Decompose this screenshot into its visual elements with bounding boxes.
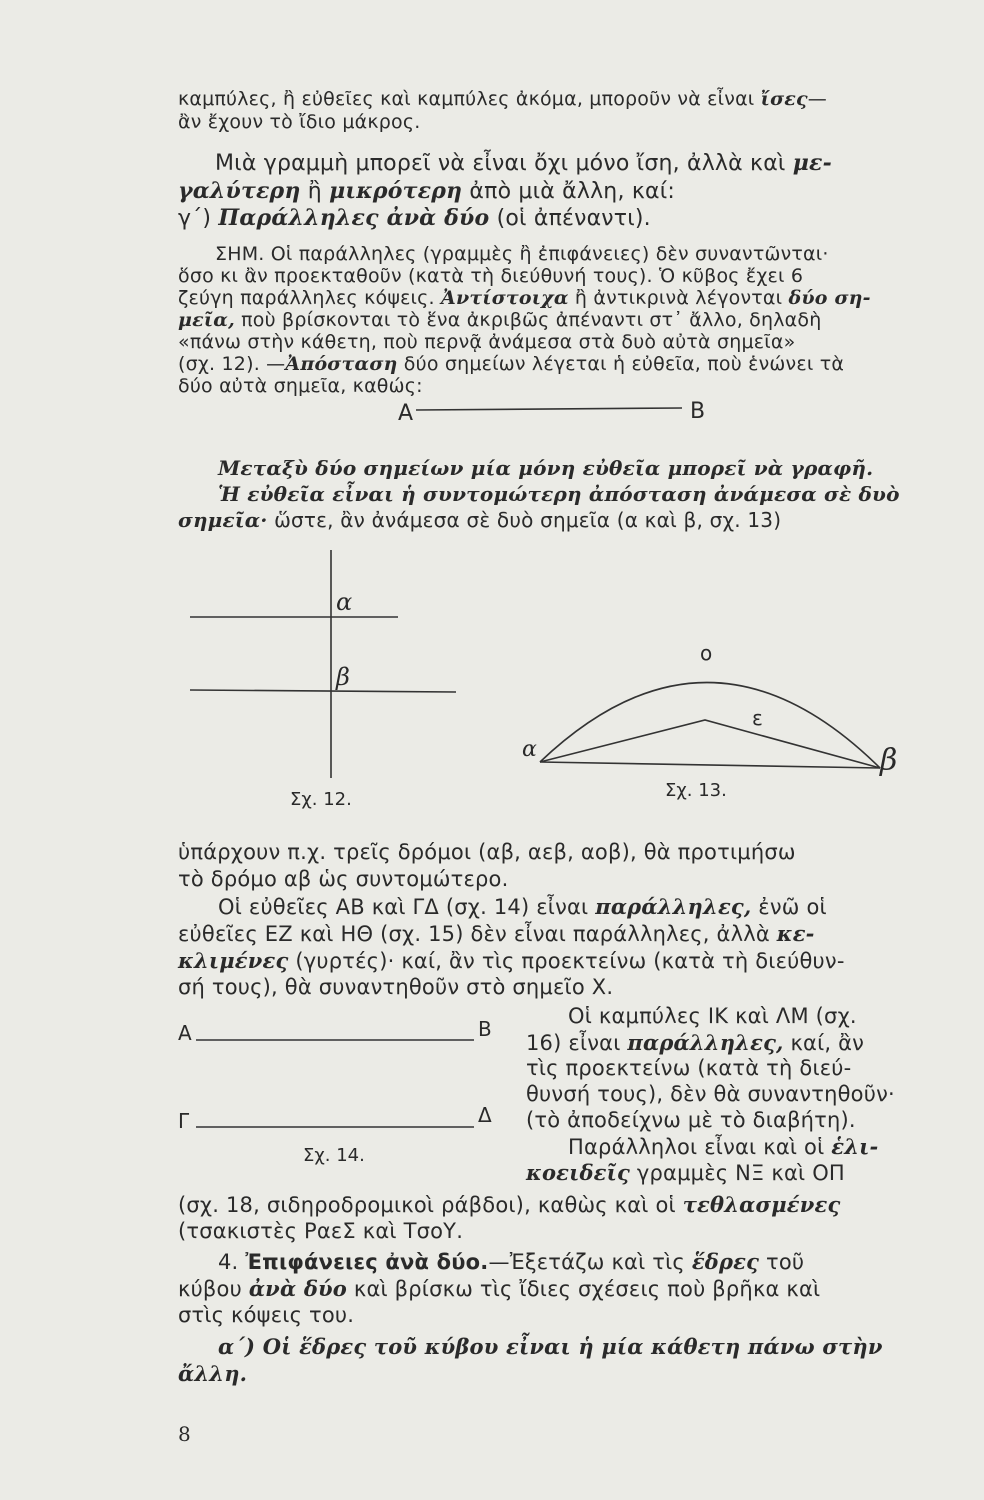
text-line: τὶς προεκτείνω (κατὰ τὴ διεύ- — [526, 1056, 852, 1080]
line-beta — [190, 690, 456, 692]
emphasis: κλιμένες — [178, 948, 289, 973]
beta-label: β — [336, 663, 350, 691]
text-line: (τσακιστὲς ΡαεΣ καὶ ΤσοΥ. — [178, 1219, 464, 1243]
epsilon-label: ε — [752, 706, 763, 730]
text: — — [807, 88, 827, 110]
text-line: ἄλλη. — [178, 1361, 248, 1386]
text-line: Οἱ καμπύλες ΙΚ καὶ ΛΜ (σχ. — [568, 1004, 857, 1028]
text-line — [178, 948, 845, 973]
text: κύβου — [178, 1277, 249, 1301]
text-line: ΣΗΜ. Οἱ παράλληλες (γραμμὲς ἢ ἐπιφάνειες) δὲν συναντῶνται· — [215, 243, 829, 265]
text: Παράλληλοι εἶναι καὶ οἱ — [568, 1135, 832, 1159]
text: δύο σημείων λέγεται ἡ εὐθεῖα, ποὺ ἑνώνει τὰ — [397, 353, 845, 375]
page-number: 8 — [178, 1422, 191, 1446]
emphasis: κε- — [776, 921, 815, 946]
caption-fig12: Σχ. 12. — [290, 789, 352, 810]
text: καμπύλες, ἢ εὐθεῖες καὶ καμπύλες ἀκόμα, μποροῦν νὰ εἶναι — [178, 88, 761, 110]
emphasis: μικρότερη — [329, 178, 463, 204]
emphasis: ἑλι- — [831, 1134, 879, 1159]
text: ὥστε, ἂν ἀνάμεσα σὲ δυὸ σημεῖα (α καὶ β, σχ. 13) — [267, 508, 782, 532]
text: (σχ. 12). — — [178, 353, 286, 375]
point-b-label: B — [690, 399, 706, 424]
text-line — [178, 1192, 840, 1217]
text: (σχ. 18, σιδηροδρομικοὶ ράβδοι), καθὼς καὶ οἱ — [178, 1193, 683, 1217]
text: (οἱ ἀπέναντι). — [489, 206, 651, 231]
emphasis: παράλληλες, — [627, 1030, 784, 1055]
o-label: ο — [700, 641, 713, 665]
text: γραμμὲς ΝΞ καὶ ΟΠ — [630, 1161, 845, 1185]
caption-fig13: Σχ. 13. — [665, 780, 727, 801]
a-label: α — [522, 737, 537, 762]
emphasis: κοειδεῖς — [526, 1160, 630, 1185]
text: ἀπὸ μιὰ ἄλλη, καί: — [462, 179, 675, 204]
heading: Ἐπιφάνειες ἀνὰ δύο. — [245, 1250, 489, 1274]
text: Οἱ εὐθεῖες ΑΒ καὶ ΓΔ (σχ. 14) εἶναι — [218, 895, 596, 919]
text-line: ὑπάρχουν π.χ. τρεῖς δρόμοι (αβ, αεβ, αοβ), θὰ προτιμήσω — [178, 840, 796, 864]
text-line: ἂν ἔχουν τὸ ἴδιο μάκρος. — [178, 111, 421, 133]
emphasis: παράλληλες, — [595, 894, 752, 919]
text: ἢ ἀντικρινὰ λέγονται — [568, 287, 789, 309]
emphasis: γαλύτερη — [178, 178, 301, 204]
emphasis: Παράλληλες ἀνὰ δύο — [218, 205, 490, 231]
text: εὐθεῖες ΕΖ καὶ ΗΘ (σχ. 15) δὲν εἶναι παράλληλες, ἀλλὰ — [178, 922, 777, 946]
text: γ΄) — [178, 206, 219, 231]
text: ποὺ βρίσκονται τὸ ἕνα ἀκριβῶς ἀπέναντι στ᾿ ἄλλο, δηλαδὴ — [234, 309, 822, 331]
text: ζεύγη παράλληλες κόψεις. — [178, 287, 441, 309]
text-line — [526, 1160, 845, 1185]
text-line: θυνσή τους), δὲν θὰ συναντηθοῦν· — [526, 1082, 895, 1106]
emphasis: Ἀντίστοιχα — [441, 287, 569, 309]
emphasis: δύο ση- — [788, 287, 871, 309]
text-line: ὅσο κι ἂν προεκταθοῦν (κατὰ τὴ διεύθυνή τους). Ὁ κῦβος ἔχει 6 — [178, 265, 804, 287]
emphasis: Ἀπόσταση — [285, 353, 398, 375]
emphasis: ἕδρες — [691, 1249, 760, 1274]
point-a-label: A — [398, 401, 414, 426]
caption-fig14: Σχ. 14. — [303, 1145, 365, 1166]
figure-13 — [522, 641, 897, 801]
text-line: στὶς κόψεις του. — [178, 1303, 355, 1327]
text-line — [178, 1276, 820, 1301]
figure-ab — [398, 399, 705, 426]
text-line: δύο αὐτὰ σημεῖα, καθώς: — [178, 375, 423, 397]
emphasis: με- — [792, 150, 832, 176]
emphasis: τεθλασμένες — [682, 1192, 841, 1217]
text: Μιὰ γραμμὴ μπορεῖ νὰ εἶναι ὄχι μόνο ἴση, ἀλλὰ καὶ — [215, 151, 793, 176]
emphasis: ἀνὰ δύο — [248, 1276, 347, 1301]
text-line — [218, 1249, 804, 1274]
broken-line-aeb — [540, 720, 880, 768]
text: ἐνῶ οἱ — [751, 895, 827, 919]
text: 16) εἶναι — [526, 1031, 628, 1055]
text-line — [568, 1134, 878, 1159]
emphasis: μεῖα, — [178, 309, 235, 331]
text-line — [178, 921, 815, 946]
text: καί, ἂν — [783, 1031, 865, 1055]
text-line: τὸ δρόμο αβ ὡς συντομώτερο. — [178, 867, 509, 891]
alpha-label: α — [336, 588, 353, 616]
b-label: β — [880, 743, 898, 778]
figure-12 — [190, 550, 456, 810]
emphasis: ἴσες — [760, 88, 808, 110]
point-g-label: Γ — [178, 1109, 190, 1133]
point-a-label: A — [178, 1021, 192, 1045]
point-d-label: Δ — [478, 1103, 492, 1127]
text: —Ἐξετάζω καὶ τὶς — [488, 1250, 692, 1274]
text-line: α΄) Οἱ ἕδρες τοῦ κύβου εἶναι ἡ μία κάθετη πάνω στὴν — [218, 1334, 883, 1359]
text-line: Μεταξὺ δύο σημείων μία μόνη εὐθεῖα μπορεῖ νὰ γραφῆ. — [218, 456, 874, 480]
segment-ab — [540, 762, 880, 768]
text: ἢ — [300, 179, 330, 204]
text-line: Ἡ εὐθεῖα εἶναι ἡ συντομώτερη ἀπόσταση ἀνάμεσα σὲ δυὸ — [218, 482, 900, 506]
text: 4. — [218, 1250, 246, 1274]
text-line: (τὸ ἀποδείχνω μὲ τὸ διαβήτη). — [526, 1108, 856, 1132]
arc-aob — [540, 682, 880, 768]
text-line: «πάνω στὴν κάθετη, ποὺ περνᾷ ἀνάμεσα στὰ δυὸ αὐτὰ σημεῖα» — [178, 331, 796, 353]
text: καὶ βρίσκω τὶς ἴδιες σχέσεις ποὺ βρῆκα καὶ — [347, 1277, 821, 1301]
text-line — [218, 894, 827, 919]
segment-ab — [416, 408, 682, 410]
emphasis: σημεῖα· — [178, 508, 268, 532]
text-line — [526, 1030, 864, 1055]
text-line: σή τους), θὰ συναντηθοῦν στὸ σημεῖο Χ. — [178, 975, 614, 999]
figure-14 — [178, 1017, 492, 1166]
text: τοῦ — [759, 1250, 805, 1274]
point-b-label: B — [478, 1017, 492, 1041]
text: (γυρτές)· καί, ἂν τὶς προεκτείνω (κατὰ τὴ διεύθυν- — [288, 949, 845, 973]
